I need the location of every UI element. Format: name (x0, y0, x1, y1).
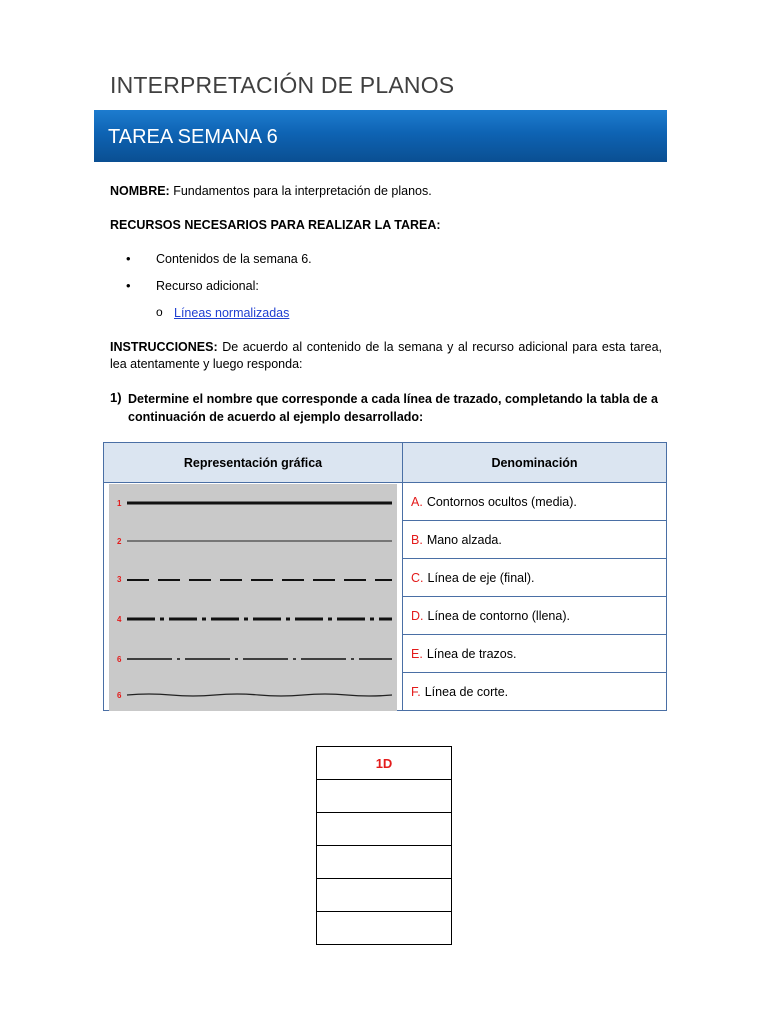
answer-cell-2[interactable] (317, 780, 452, 813)
text-d: Línea de contorno (llena). (427, 608, 570, 623)
recurso-item-2: Recurso adicional: (156, 279, 259, 293)
banner-title: TAREA SEMANA 6 (108, 126, 278, 148)
letter-d: D. (411, 608, 424, 623)
sub-bullet-marker: o (156, 305, 163, 319)
letter-b: B. (411, 532, 423, 547)
nombre-value: Fundamentos para la interpretación de planos. (173, 184, 432, 198)
text-f: Línea de corte. (424, 684, 509, 699)
instrucciones-text: De acuerdo al contenido de la semana y al recurso adicional para esta tarea, lea atentamente y luego responda: (110, 340, 662, 371)
line-label-4: 4 (117, 615, 122, 624)
letter-c: C. (411, 570, 424, 585)
bullet-1-marker: • (126, 251, 131, 266)
line-label-3: 3 (117, 575, 122, 584)
table-row (104, 483, 667, 521)
text-b: Mano alzada. (426, 532, 502, 547)
recurso-item-1: Contenidos de la semana 6. (156, 252, 312, 266)
line-label-5: 6 (117, 655, 122, 664)
line-label-6: 6 (117, 691, 122, 700)
nombre-label: NOMBRE: (110, 184, 170, 198)
line-sample-6 (127, 694, 392, 696)
document-title: INTERPRETACIÓN DE PLANOS (110, 72, 455, 98)
line-label-1: 1 (117, 499, 122, 508)
answer-cell-3[interactable] (317, 813, 452, 846)
line-label-2: 2 (117, 537, 122, 546)
text-a: Contornos ocultos (media). (426, 494, 577, 509)
graphic-representation-cell (104, 483, 403, 711)
instrucciones (110, 339, 662, 373)
table-header-row (104, 443, 667, 483)
answer-table (316, 746, 452, 945)
letter-e: E. (411, 646, 423, 661)
answer-cell-5[interactable] (317, 879, 452, 912)
recursos-heading: RECURSOS NECESARIOS PARA REALIZAR LA TAREA: (110, 218, 441, 232)
line-samples-svg (109, 484, 397, 711)
section-banner (94, 110, 667, 162)
text-e: Línea de trazos. (426, 646, 517, 661)
instrucciones-label: INSTRUCCIONES: (110, 340, 218, 354)
header-denominacion: Denominación (403, 443, 667, 483)
line-samples-image (109, 484, 397, 711)
text-c: Línea de eje (final). (427, 570, 535, 585)
denominacion-cell-e (403, 635, 667, 673)
bullet-2-marker: • (126, 278, 131, 293)
nombre-line (110, 183, 432, 200)
question-text: Determine el nombre que corresponde a cada línea de trazado, completando la tabla de a continuación de acuerdo al ejemplo desarrollado: (128, 392, 658, 424)
denominacion-cell-f (403, 673, 667, 711)
lineas-normalizadas-link[interactable]: Líneas normalizadas (174, 306, 290, 320)
line-types-table (103, 442, 667, 711)
question-number: 1) (110, 390, 122, 405)
denominacion-cell-c (403, 559, 667, 597)
denominacion-cell-d (403, 597, 667, 635)
recurso-sublist (174, 305, 289, 322)
denominacion-cell-b (403, 521, 667, 559)
letter-a: A. (411, 494, 423, 509)
header-representacion: Representación gráfica (104, 443, 403, 483)
answer-cell-4[interactable] (317, 846, 452, 879)
letter-f: F. (411, 684, 421, 699)
answer-cell-1[interactable]: 1D (317, 747, 452, 780)
answer-cell-6[interactable] (317, 912, 452, 945)
denominacion-cell-a (403, 483, 667, 521)
